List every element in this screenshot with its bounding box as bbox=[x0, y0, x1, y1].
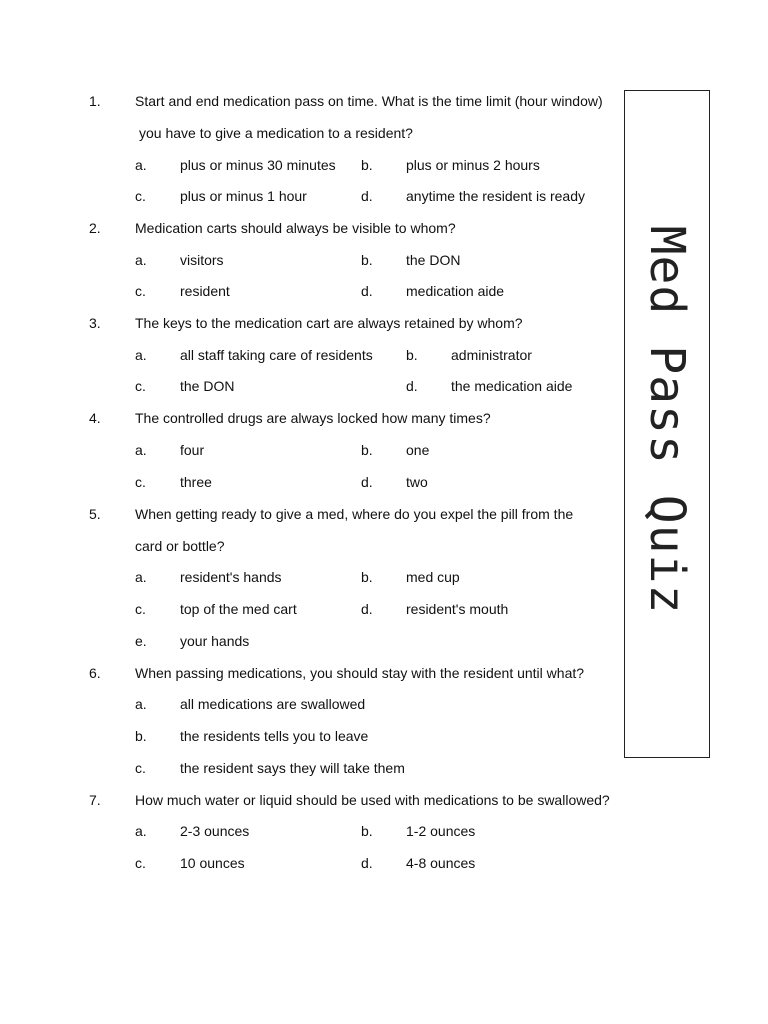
quiz-title: Med Pass Quiz bbox=[639, 225, 695, 615]
option-text: your hands bbox=[180, 633, 250, 649]
option-text: the DON bbox=[406, 252, 461, 268]
option-letter: a. bbox=[135, 347, 147, 363]
option-text: 4-8 ounces bbox=[406, 855, 476, 871]
question-number: 7. bbox=[89, 792, 101, 808]
option-letter: b. bbox=[361, 569, 373, 585]
option-text: plus or minus 1 hour bbox=[180, 188, 307, 204]
question-number: 3. bbox=[89, 315, 101, 331]
question-text: When passing medications, you should stay with the resident until what? bbox=[135, 665, 585, 681]
option-text: resident's hands bbox=[180, 569, 282, 585]
question-number: 1. bbox=[89, 93, 101, 109]
option-letter: c. bbox=[135, 855, 146, 871]
option-letter: b. bbox=[135, 728, 147, 744]
option-text: one bbox=[406, 442, 430, 458]
option-letter: a. bbox=[135, 823, 147, 839]
option-text: all staff taking care of residents bbox=[180, 347, 373, 363]
option-letter: c. bbox=[135, 188, 146, 204]
option-text: administrator bbox=[451, 347, 532, 363]
question-text: Medication carts should always be visible to whom? bbox=[135, 220, 456, 236]
option-text: the residents tells you to leave bbox=[180, 728, 369, 744]
option-letter: c. bbox=[135, 760, 146, 776]
option-text: med cup bbox=[406, 569, 460, 585]
option-letter: c. bbox=[135, 474, 146, 490]
option-letter: a. bbox=[135, 569, 147, 585]
option-letter: d. bbox=[361, 601, 373, 617]
question-text: card or bottle? bbox=[135, 538, 225, 554]
option-letter: d. bbox=[361, 474, 373, 490]
option-text: top of the med cart bbox=[180, 601, 297, 617]
option-letter: b. bbox=[361, 823, 373, 839]
option-text: resident bbox=[180, 283, 230, 299]
question-number: 6. bbox=[89, 665, 101, 681]
option-letter: a. bbox=[135, 157, 147, 173]
option-letter: d. bbox=[361, 855, 373, 871]
option-text: four bbox=[180, 442, 205, 458]
question-number: 2. bbox=[89, 220, 101, 236]
option-letter: b. bbox=[361, 252, 373, 268]
option-text: 10 ounces bbox=[180, 855, 245, 871]
question-number: 4. bbox=[89, 410, 101, 426]
option-letter: c. bbox=[135, 601, 146, 617]
option-letter: d. bbox=[406, 378, 418, 394]
option-letter: d. bbox=[361, 188, 373, 204]
question-text: When getting ready to give a med, where do you expel the pill from the bbox=[135, 506, 574, 522]
option-text: the resident says they will take them bbox=[180, 760, 405, 776]
question-text: you have to give a medication to a resident? bbox=[139, 125, 413, 141]
option-text: plus or minus 2 hours bbox=[406, 157, 540, 173]
option-letter: b. bbox=[361, 442, 373, 458]
question-text: The keys to the medication cart are always retained by whom? bbox=[135, 315, 523, 331]
option-text: medication aide bbox=[406, 283, 505, 299]
option-text: the DON bbox=[180, 378, 235, 394]
option-text: the medication aide bbox=[451, 378, 573, 394]
option-text: three bbox=[180, 474, 212, 490]
option-text: visitors bbox=[180, 252, 224, 268]
option-text: 2-3 ounces bbox=[180, 823, 250, 839]
option-letter: a. bbox=[135, 696, 147, 712]
option-text: all medications are swallowed bbox=[180, 696, 366, 712]
option-letter: c. bbox=[135, 283, 146, 299]
option-letter: d. bbox=[361, 283, 373, 299]
option-letter: e. bbox=[135, 633, 147, 649]
question-text: Start and end medication pass on time. What is the time limit (hour window) bbox=[135, 93, 603, 109]
question-text: The controlled drugs are always locked how many times? bbox=[135, 410, 491, 426]
option-text: plus or minus 30 minutes bbox=[180, 157, 336, 173]
question-text: How much water or liquid should be used with medications to be swallowed? bbox=[135, 792, 610, 808]
option-letter: b. bbox=[406, 347, 418, 363]
option-text: two bbox=[406, 474, 428, 490]
option-letter: a. bbox=[135, 442, 147, 458]
option-letter: c. bbox=[135, 378, 146, 394]
question-number: 5. bbox=[89, 506, 101, 522]
option-letter: a. bbox=[135, 252, 147, 268]
option-text: 1-2 ounces bbox=[406, 823, 476, 839]
option-letter: b. bbox=[361, 157, 373, 173]
option-text: anytime the resident is ready bbox=[406, 188, 585, 204]
option-text: resident's mouth bbox=[406, 601, 509, 617]
